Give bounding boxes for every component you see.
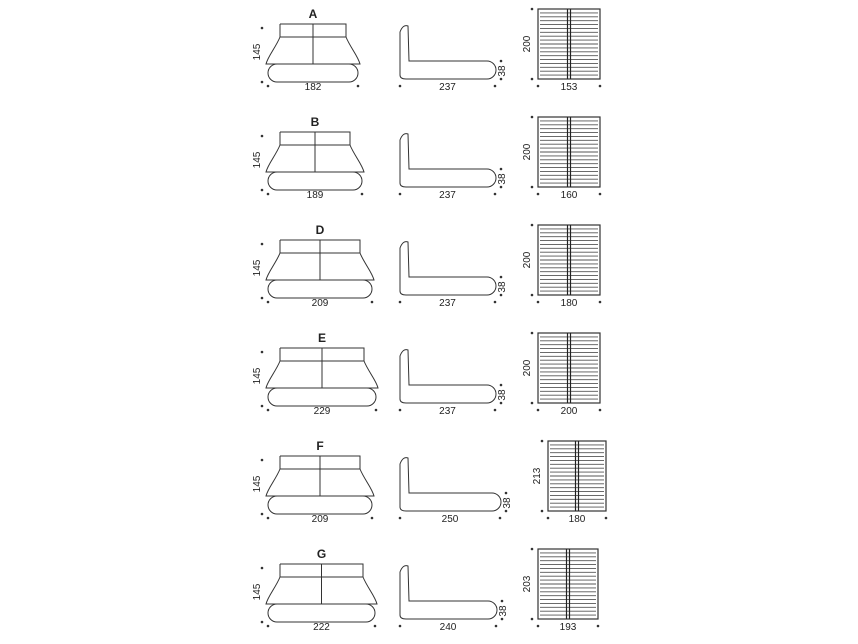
- dimension-arrow: [500, 60, 503, 63]
- dimension-arrow: [261, 567, 264, 570]
- variant-title: E: [317, 331, 327, 345]
- dimension-arrow: [537, 85, 540, 88]
- bed-base: [268, 64, 358, 82]
- bed-base: [268, 280, 372, 298]
- side-height-label: 38: [497, 65, 508, 77]
- dimension-arrow: [371, 301, 374, 304]
- dimension-arrow: [605, 517, 608, 520]
- side-profile: [400, 458, 501, 511]
- variant-title: G: [316, 547, 327, 561]
- slat-length-label: 200: [522, 35, 533, 53]
- dimension-arrow: [399, 85, 402, 88]
- dimension-arrow: [261, 189, 264, 192]
- dimension-arrow: [361, 193, 364, 196]
- dimension-arrow: [541, 440, 544, 443]
- side-length-label: 237: [439, 190, 456, 201]
- dimension-arrow: [505, 510, 508, 513]
- bed-row-b: [252, 115, 601, 201]
- dimension-arrow: [375, 409, 378, 412]
- height-label: 145: [252, 151, 263, 169]
- side-length-label: 237: [439, 298, 456, 309]
- dimension-arrow: [500, 78, 503, 81]
- dimension-arrow: [399, 517, 402, 520]
- slat-width-label: 193: [559, 622, 577, 633]
- dimension-arrow: [531, 78, 534, 81]
- dimension-arrow: [537, 301, 540, 304]
- dimension-arrow: [537, 409, 540, 412]
- slat-length-label: 203: [522, 575, 533, 593]
- dimension-arrow: [531, 294, 534, 297]
- dimension-arrow: [500, 384, 503, 387]
- bed-row-f: [252, 439, 607, 525]
- dimension-arrow: [537, 625, 540, 628]
- dimension-arrow: [495, 625, 498, 628]
- slat-width-label: 153: [560, 82, 578, 93]
- bed-base: [268, 172, 362, 190]
- slat-length-label: 200: [522, 251, 533, 269]
- dimension-arrow: [547, 517, 550, 520]
- dimension-arrow: [267, 193, 270, 196]
- dimension-arrow: [261, 81, 264, 84]
- front-width-label: 209: [311, 514, 329, 525]
- dimension-arrow: [531, 548, 534, 551]
- dimension-arrow: [531, 402, 534, 405]
- variant-title: F: [316, 439, 324, 453]
- variant-title: D: [315, 223, 325, 237]
- dimension-arrow: [500, 294, 503, 297]
- dimension-arrow: [531, 8, 534, 11]
- dimension-arrow: [599, 193, 602, 196]
- side-height-label: 38: [502, 497, 513, 509]
- dimension-arrow: [499, 517, 502, 520]
- side-height-label: 38: [497, 389, 508, 401]
- variant-title: B: [310, 115, 320, 129]
- front-width-label: 189: [306, 190, 324, 201]
- dimension-arrow: [531, 186, 534, 189]
- dimension-arrow: [261, 621, 264, 624]
- side-length-label: 250: [441, 514, 459, 525]
- variant-title: A: [308, 7, 318, 21]
- dimension-arrow: [599, 409, 602, 412]
- front-width-label: 229: [313, 406, 331, 417]
- height-label: 145: [252, 583, 263, 601]
- dimension-arrow: [399, 301, 402, 304]
- slat-width-label: 180: [560, 298, 578, 309]
- dimension-arrow: [261, 243, 264, 246]
- dimension-arrow: [597, 625, 600, 628]
- slat-width-label: 200: [560, 406, 578, 417]
- dimension-arrow: [494, 193, 497, 196]
- bed-row-g: [252, 547, 599, 633]
- dimension-arrow: [371, 517, 374, 520]
- dimension-arrow: [261, 27, 264, 30]
- dimension-arrow: [374, 625, 377, 628]
- side-profile: [400, 350, 496, 403]
- height-label: 145: [252, 475, 263, 493]
- slat-length-label: 200: [522, 143, 533, 161]
- dimension-arrow: [261, 135, 264, 138]
- dimension-arrow: [500, 276, 503, 279]
- bed-base: [268, 496, 372, 514]
- slat-length-label: 213: [532, 467, 543, 485]
- side-height-label: 38: [497, 173, 508, 185]
- side-profile: [400, 566, 497, 619]
- dimension-arrow: [357, 85, 360, 88]
- dimension-arrow: [267, 301, 270, 304]
- front-width-label: 209: [311, 298, 329, 309]
- dimension-arrow: [537, 193, 540, 196]
- dimension-arrow: [531, 618, 534, 621]
- height-label: 145: [252, 43, 263, 61]
- dimension-arrow: [399, 409, 402, 412]
- dimension-arrow: [531, 224, 534, 227]
- bed-row-e: [252, 331, 601, 417]
- dimension-arrow: [541, 510, 544, 513]
- slat-length-label: 200: [522, 359, 533, 377]
- dimension-arrow: [267, 85, 270, 88]
- bed-base: [268, 388, 376, 406]
- dimension-arrow: [261, 405, 264, 408]
- dimension-arrow: [399, 625, 402, 628]
- dimension-arrow: [494, 301, 497, 304]
- height-label: 145: [252, 259, 263, 277]
- front-width-label: 222: [313, 622, 330, 633]
- side-length-label: 237: [439, 82, 456, 93]
- dimension-arrow: [501, 600, 504, 603]
- dimension-arrow: [505, 492, 508, 495]
- dimension-arrow: [261, 513, 264, 516]
- dimension-arrow: [500, 186, 503, 189]
- dimension-arrow: [599, 85, 602, 88]
- dimension-arrow: [531, 116, 534, 119]
- bed-row-a: [252, 7, 601, 93]
- side-length-label: 240: [439, 622, 457, 633]
- dimension-arrow: [501, 618, 504, 621]
- dimension-arrow: [500, 402, 503, 405]
- dimension-arrow: [494, 409, 497, 412]
- dimension-arrow: [599, 301, 602, 304]
- dimension-arrow: [267, 517, 270, 520]
- side-height-label: 38: [497, 281, 508, 293]
- side-profile: [400, 26, 496, 79]
- slat-width-label: 160: [560, 190, 578, 201]
- side-length-label: 237: [439, 406, 456, 417]
- height-label: 145: [252, 367, 263, 385]
- dimension-arrow: [500, 168, 503, 171]
- side-profile: [400, 242, 496, 295]
- dimension-arrow: [267, 625, 270, 628]
- dimension-arrow: [494, 85, 497, 88]
- dimension-arrow: [399, 193, 402, 196]
- dimension-arrow: [267, 409, 270, 412]
- dimension-arrow: [261, 459, 264, 462]
- bed-row-d: [252, 223, 601, 309]
- side-height-label: 38: [498, 605, 509, 617]
- front-width-label: 182: [304, 82, 322, 93]
- side-profile: [400, 134, 496, 187]
- dimension-arrow: [261, 297, 264, 300]
- dimension-arrow: [261, 351, 264, 354]
- bed-base: [268, 604, 375, 622]
- dimension-arrow: [531, 332, 534, 335]
- slat-width-label: 180: [568, 514, 586, 525]
